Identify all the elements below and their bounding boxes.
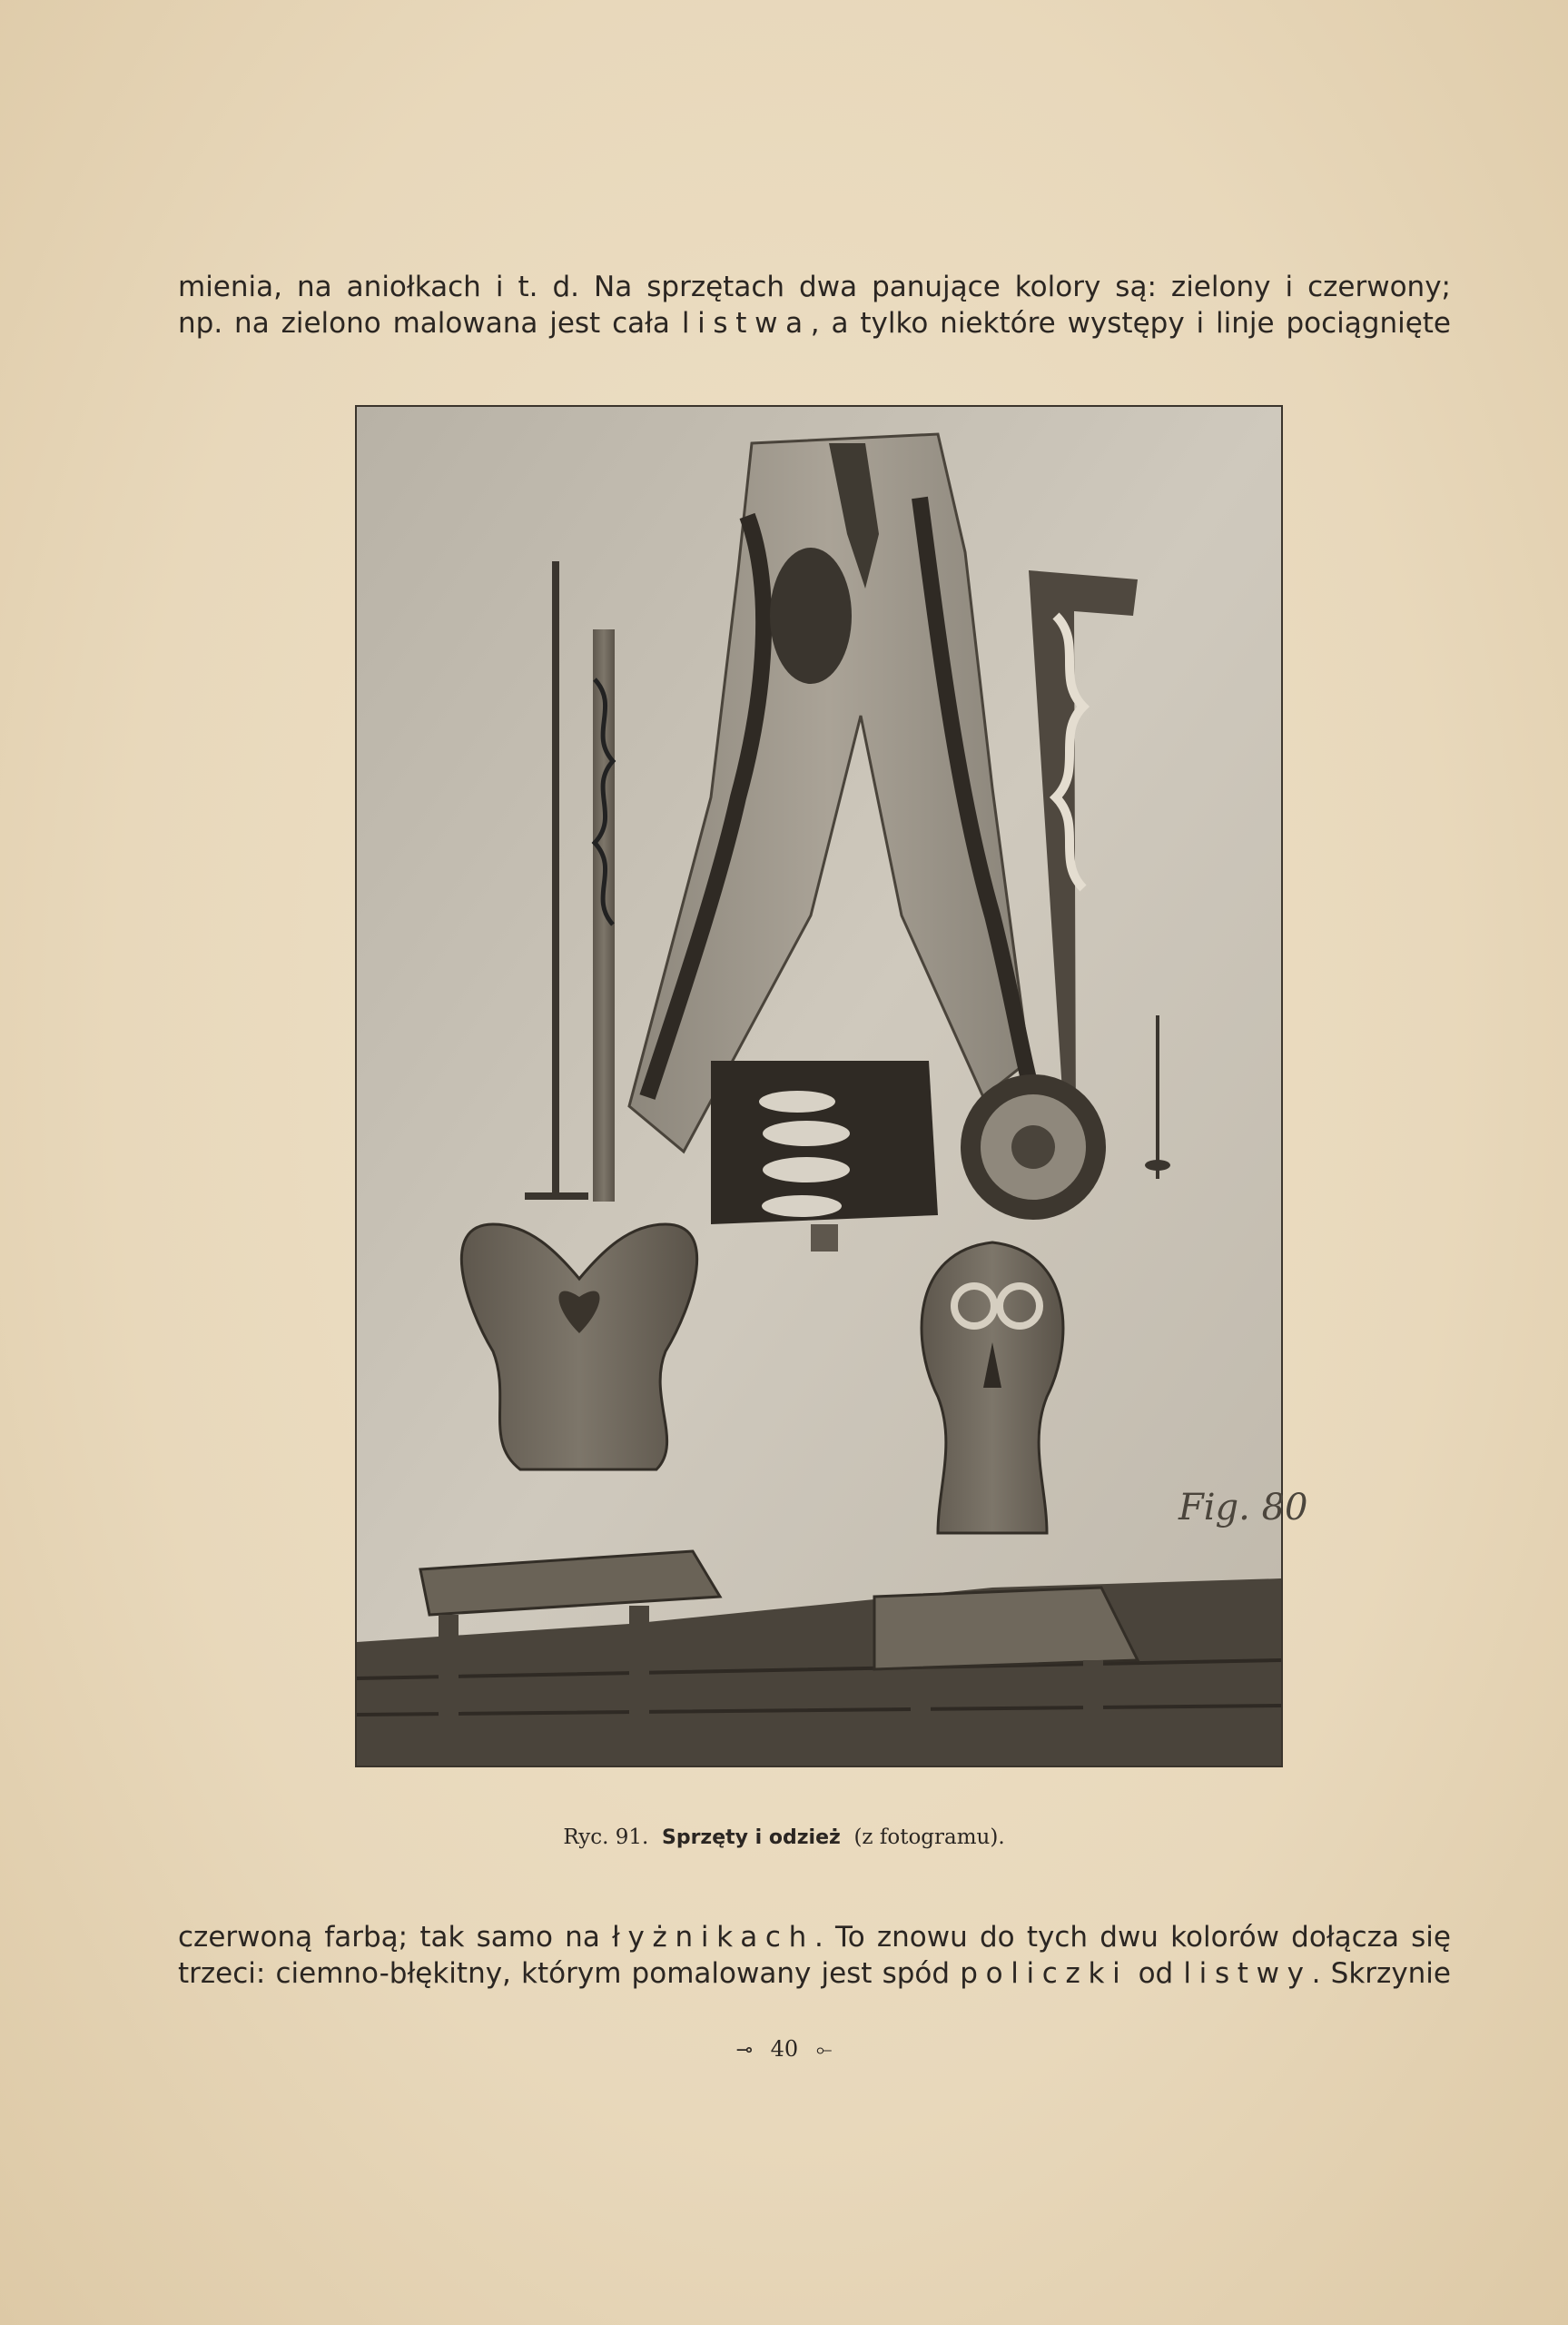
photo-inscription: Fig. 80 — [1178, 1487, 1308, 1529]
spaced-term: łyżnikach — [612, 1921, 814, 1954]
spaced-term: listwy — [1183, 1957, 1312, 1990]
top-paragraph — [178, 269, 1451, 341]
caption-prefix: Ryc. 91. — [563, 1825, 649, 1849]
text-line: trzeci: ciemno-błękitny, którym pomalowany jest spód policzki od listwy. Skrzynie — [178, 1957, 1451, 1990]
text-line: czerwoną farbą; tak samo na łyżnikach. To znowu do tych dwu kolorów dołącza się — [178, 1921, 1451, 1954]
figure-caption — [0, 1825, 1568, 1849]
photograph-furniture-and-clothing — [355, 405, 1308, 1767]
caption-suffix: (z fotogramu). — [853, 1825, 1005, 1849]
caption-title: Sprzęty i odzież — [661, 1826, 841, 1849]
spaced-term: policzki — [960, 1957, 1129, 1990]
page-number: 40 — [770, 2036, 799, 2062]
left-ornament-icon: ⊸ — [735, 2039, 753, 2062]
page-footer — [0, 2036, 1568, 2062]
text-line: np. na zielono malowana jest cała listwa, a tylko niektóre występy i linje pociągnięte — [178, 307, 1452, 340]
spaced-term: listwa — [681, 307, 811, 340]
text-line: mienia, na aniołkach i t. d. Na sprzętach dwa panujące kolory są: zielony i czerwony; — [178, 271, 1451, 303]
right-ornament-icon: ⟜ — [815, 2039, 833, 2062]
bottom-paragraph — [178, 1919, 1451, 1992]
